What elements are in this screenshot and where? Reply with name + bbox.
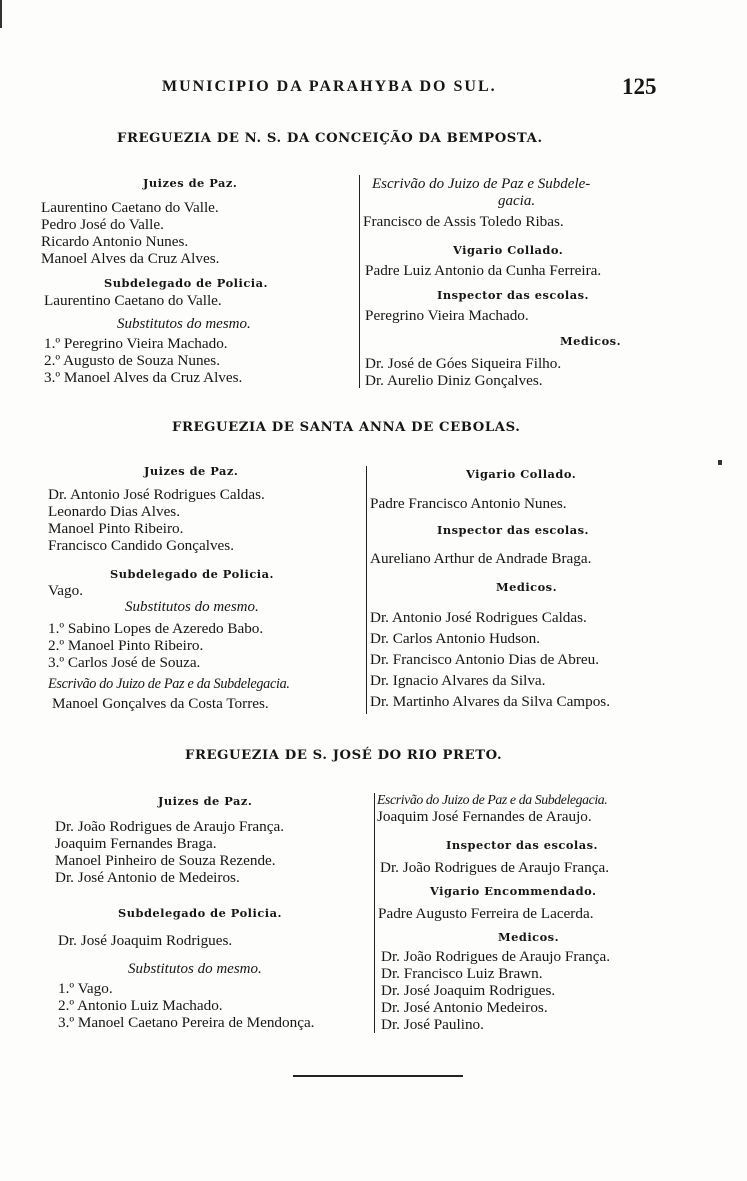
list-item: Laurentino Caetano do Valle. (41, 199, 219, 216)
juizes-list (41, 199, 219, 267)
list-item: 2.º Manoel Pinto Ribeiro. (48, 637, 204, 654)
list-item: Dr. João Rodrigues de Araujo França. (381, 948, 611, 965)
section-title: FREGUEZIA DE SANTA ANNA DE CEBOLAS. (172, 420, 521, 435)
list-item: Manoel Alves da Cruz Alves. (41, 250, 220, 267)
substitutos-heading: Substitutos do mesmo. (117, 316, 251, 332)
list-item: Ricardo Antonio Nunes. (41, 233, 189, 250)
page-number: 125 (622, 74, 657, 99)
inspector-name: Peregrino Vieira Machado. (365, 307, 529, 324)
vigario-name: Padre Francisco Antonio Nunes. (370, 495, 567, 512)
list-item: Joaquim Fernandes Braga. (55, 835, 217, 852)
escrivao-heading: Escrivão do Juizo de Paz e da Subdelegacia. (48, 676, 290, 692)
substitutos-heading: Substitutos do mesmo. (128, 961, 262, 977)
list-item: Manoel Pinheiro de Souza Rezende. (55, 852, 276, 869)
subdelegado-heading: Subdelegado de Policia. (118, 906, 282, 920)
list-item: Dr. José Antonio de Medeiros. (55, 869, 240, 886)
juizes-heading: Juizes de Paz. (144, 464, 239, 478)
list-item: 1.º Vago. (58, 980, 113, 997)
list-item: Dr. José Antonio Medeiros. (381, 999, 548, 1016)
list-item: 2.º Augusto de Souza Nunes. (44, 352, 220, 369)
substitutos-list (48, 620, 263, 671)
list-item: Dr. Aurelio Diniz Gonçalves. (365, 372, 543, 389)
list-item: Dr. Carlos Antonio Hudson. (370, 630, 541, 647)
list-item: 1.º Peregrino Vieira Machado. (44, 335, 228, 352)
juizes-heading: Juizes de Paz. (158, 794, 253, 808)
medicos-list (365, 355, 561, 389)
list-item: Dr. José Paulino. (381, 1016, 484, 1033)
list-item: Dr. Antonio José Rodrigues Caldas. (48, 486, 265, 503)
vigario-name: Padre Luiz Antonio da Cunha Ferreira. (365, 262, 602, 279)
escrivao-heading: Escrivão do Juizo de Paz e da Subdelegacia. (377, 792, 608, 807)
list-item: Pedro José do Valle. (41, 216, 164, 233)
column-divider (359, 175, 360, 388)
list-item: 3.º Manoel Alves da Cruz Alves. (44, 369, 243, 386)
vigario-heading: Vigario Collado. (466, 467, 577, 481)
medicos-heading: Medicos. (498, 930, 560, 944)
subdelegado-name: Dr. José Joaquim Rodrigues. (58, 932, 233, 949)
list-item: Dr. João Rodrigues de Araujo França. (55, 818, 285, 835)
inspector-name: Aureliano Arthur de Andrade Braga. (370, 550, 592, 567)
list-item: Francisco Candido Gonçalves. (48, 537, 235, 554)
list-item: 1.º Sabino Lopes de Azeredo Babo. (48, 620, 264, 637)
list-item: Dr. Francisco Antonio Dias de Abreu. (370, 651, 600, 668)
scan-mark (0, 0, 2, 28)
inspector-heading: Inspector das escolas. (437, 288, 589, 302)
escrivao-name: Manoel Gonçalves da Costa Torres. (52, 695, 269, 712)
medicos-list (370, 607, 610, 712)
list-item: Dr. Ignacio Alvares da Silva. (370, 672, 546, 689)
list-item: Dr. Antonio José Rodrigues Caldas. (370, 609, 587, 626)
list-item: 2.º Antonio Luiz Machado. (58, 997, 223, 1014)
inspector-name: Dr. João Rodrigues de Araujo França. (380, 859, 610, 876)
escrivao-heading: Escrivão do Juizo de Paz e Subdele- (372, 176, 591, 192)
column-divider (374, 793, 375, 1033)
subdelegado-heading: Subdelegado de Policia. (104, 276, 268, 290)
escrivao-name: Francisco de Assis Toledo Ribas. (363, 213, 564, 230)
list-item: Leonardo Dias Alves. (48, 503, 181, 520)
section-end-rule (293, 1075, 463, 1077)
section-title: FREGUEZIA DE N. S. DA CONCEIÇÃO DA BEMPOSTA. (117, 131, 543, 146)
juizes-heading: Juizes de Paz. (143, 176, 238, 190)
vigario-heading: Vigario Collado. (453, 243, 564, 257)
list-item: Dr. José de Góes Siqueira Filho. (365, 355, 562, 372)
substitutos-list (44, 335, 242, 386)
escrivao-heading-cont: gacia. (498, 193, 536, 209)
list-item: 3.º Carlos José de Souza. (48, 654, 201, 671)
substitutos-heading: Substitutos do mesmo. (125, 599, 259, 615)
vigario-heading: Vigario Encommendado. (430, 884, 597, 898)
juizes-list (48, 486, 265, 554)
inspector-heading: Inspector das escolas. (437, 523, 589, 537)
section-title: FREGUEZIA DE S. JOSÉ DO RIO PRETO. (185, 748, 503, 763)
juizes-list (55, 818, 284, 886)
running-header-title: MUNICIPIO DA PARAHYBA DO SUL. (162, 78, 497, 95)
vigario-name: Padre Augusto Ferreira de Lacerda. (378, 905, 594, 922)
escrivao-name: Joaquim José Fernandes de Araujo. (377, 808, 592, 825)
column-divider (366, 466, 367, 714)
inspector-heading: Inspector das escolas. (446, 838, 598, 852)
list-item: Manoel Pinto Ribeiro. (48, 520, 184, 537)
scan-mark (718, 460, 722, 465)
medicos-heading: Medicos. (496, 580, 558, 594)
subdelegado-name: Laurentino Caetano do Valle. (44, 292, 222, 309)
subdelegado-name: Vago. (48, 582, 84, 599)
medicos-list (381, 948, 610, 1033)
substitutos-list (58, 980, 314, 1031)
subdelegado-heading: Subdelegado de Policia. (110, 567, 274, 581)
list-item: 3.º Manoel Caetano Pereira de Mendonça. (58, 1014, 315, 1031)
medicos-heading: Medicos. (560, 334, 622, 348)
list-item: Dr. Martinho Alvares da Silva Campos. (370, 693, 611, 710)
list-item: Dr. Francisco Luiz Brawn. (381, 965, 543, 982)
list-item: Dr. José Joaquim Rodrigues. (381, 982, 556, 999)
